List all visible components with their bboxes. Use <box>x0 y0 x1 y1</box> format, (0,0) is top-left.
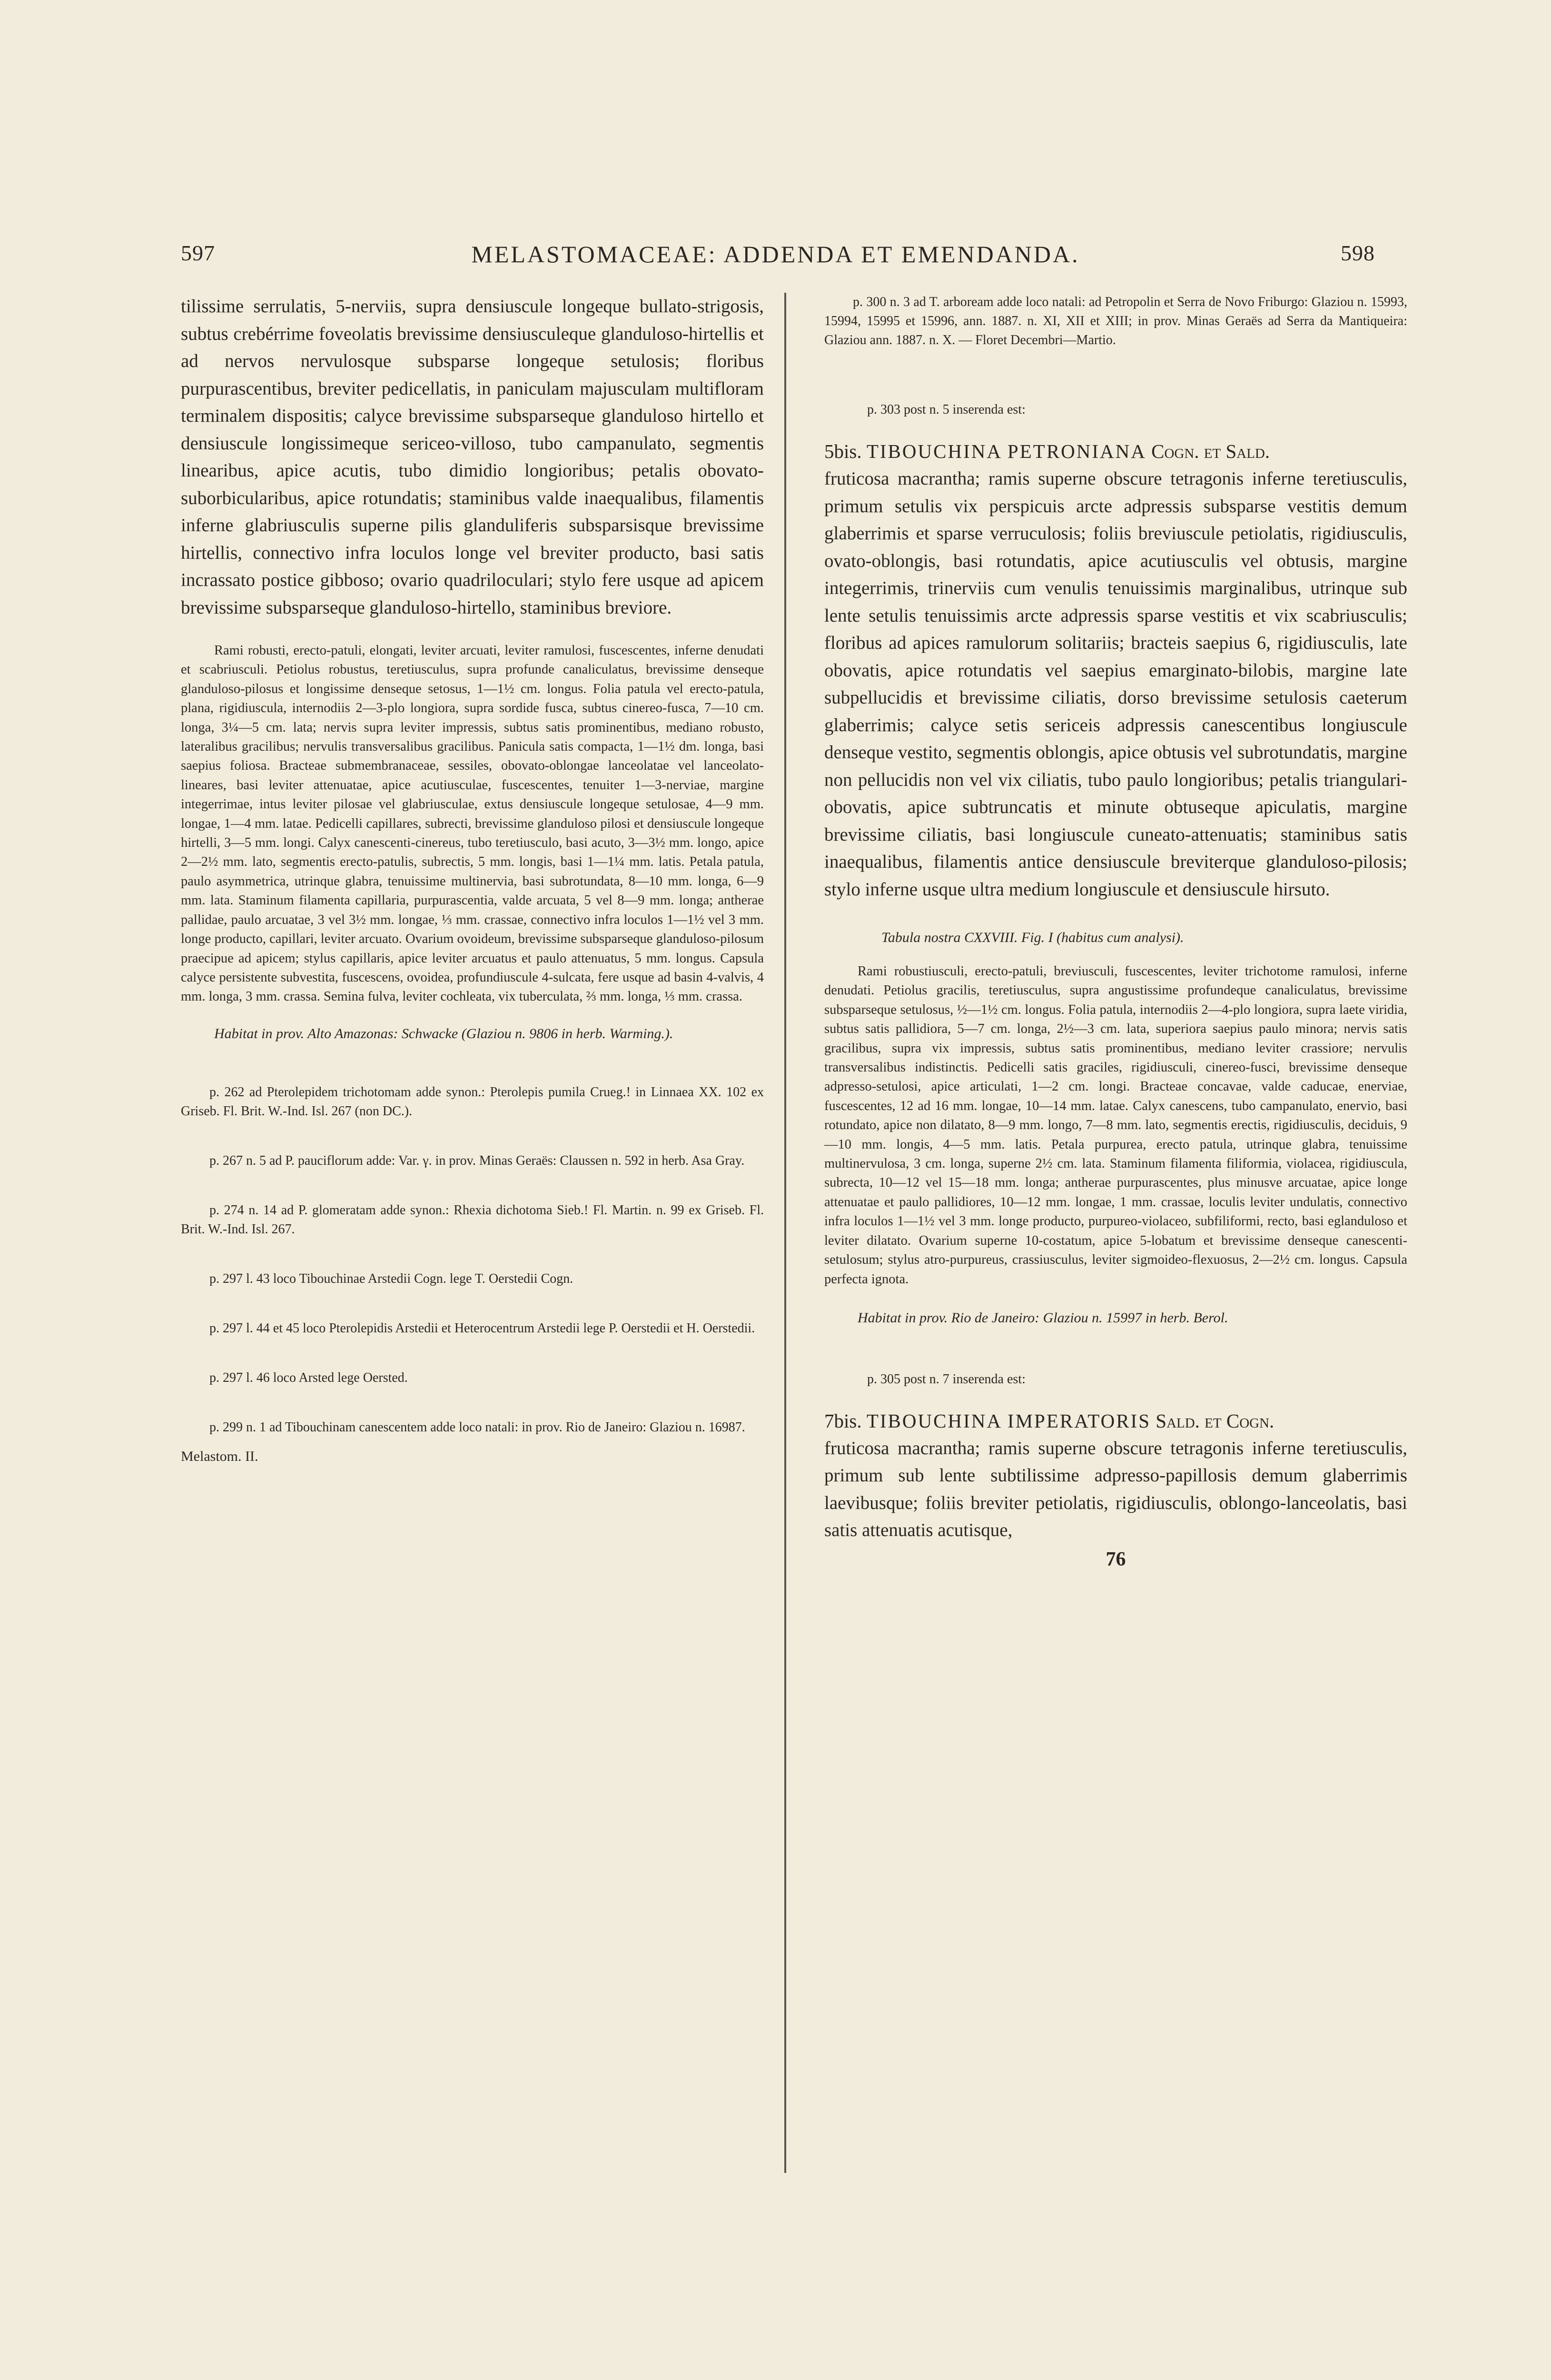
addenda-note: p. 300 n. 3 ad T. arboream adde loco natali: ad Petropolin et Serra de Novo Friburgo: Glaziou n. 15993, 15994, 15995 et 15996, ann. 1887. n. XI, XII et XIII; in prov. Minas Geraës ad Serra da Mantiqueira: Glaziou ann. 1887. n. X. — Floret Decembri—Martio. <box>824 295 1407 347</box>
addenda-note: p. 297 l. 46 loco Arsted lege Oersted. <box>209 1370 408 1385</box>
addenda-note: p. 267 n. 5 ad P. pauciflorum adde: Var. γ. in prov. Minas Geraës: Claussen n. 592 in herb. Asa Gray. <box>209 1153 745 1168</box>
species-number: 5bis. <box>824 440 862 462</box>
running-title: MELASTOMACEAE: ADDENDA ET EMENDANDA. <box>471 241 1080 268</box>
sheet-number: 76 <box>1106 1548 1126 1570</box>
addenda-note: p. 262 ad Pterolepidem trichotomam adde synon.: Pterolepis pumila Crueg.! in Linnaea XX. 102 ex Griseb. Fl. Brit. W.-Ind. Isl. 267 (non DC.). <box>181 1084 764 1119</box>
insertion-note: p. 305 post n. 7 inserenda est: <box>867 1371 1026 1387</box>
species-heading <box>824 437 1407 465</box>
right-column <box>824 293 1407 1571</box>
species-name: TIBOUCHINA IMPERATORIS <box>866 1409 1151 1432</box>
species-authority: Cogn. et Sald. <box>1151 440 1270 462</box>
signature-footer: Melastom. II. <box>181 1448 258 1464</box>
habitat-note: Habitat in prov. Rio de Janeiro: Glaziou n. 15997 in herb. Berol. <box>858 1309 1228 1326</box>
species-description-latin: tilissime serrulatis, 5-nerviis, supra densiuscule longeque bullato-strigosis, subtus crebérrime foveolatis brevissime densiusculeque glanduloso-hirtellis et ad nervos nervulosque subsparse longeque setulosis; floribus purpurascentibus, breviter pedicellatis, in paniculam majusculam multifloram terminalem dispositis; calyce brevissime subsparseque glanduloso hirtello et densiuscule longissimeque sericeo-villoso, tubo campanulato, segmentis linearibus, apice acutis, tubo dimidio longioribus; petalis obovato-suborbicularibus, apice rotundatis; staminibus valde inaequalibus, filamentis inferne glabriusculis superne pilis glanduliferis subsparsisque brevissime hirtellis, connectivo infra loculos longe vel breviter producto, basi satis incrassato postice gibboso; ovario quadriloculari; stylo fere usque ad apicem brevissime subsparseque glanduloso-hirtello, staminibus breviore. <box>181 296 764 618</box>
insertion-note: p. 303 post n. 5 inserenda est: <box>867 402 1026 417</box>
running-header <box>0 240 1551 274</box>
addenda-note: p. 299 n. 1 ad Tibouchinam canescentem adde loco natali: in prov. Rio de Janeiro: Glaziou n. 16987. <box>209 1419 745 1435</box>
species-name: TIBOUCHINA PETRONIANA <box>866 440 1146 462</box>
addenda-note: p. 274 n. 14 ad P. glomeratam adde synon.: Rhexia dichotoma Sieb.! Fl. Martin. n. 99 ex Griseb. Fl. Brit. W.-Ind. Isl. 267. <box>181 1202 764 1237</box>
addenda-note: p. 297 l. 43 loco Tibouchinae Arstedii Cogn. lege T. Oerstedii Cogn. <box>209 1271 573 1286</box>
page-number-right: 598 <box>1341 241 1375 265</box>
figure-reference: Tabula nostra CXXVIII. Fig. I (habitus cum analysi). <box>881 930 1184 945</box>
species-description-latin: fruticosa macrantha; ramis superne obscure tetragonis inferne teretiusculis, primum setulis vix perspicuis arcte adpressis subsparse vestitis demum glaberrimis et sparse verruculosis; foliis breviuscule petiolatis, rigidiusculis, ovato-oblongis, basi rotundatis, apice acutiusculis vel obtusis, margine integerrimis, trinerviis cum venulis tenuissimis marginalibus, utrinque sub lente setulis tenuissimis arcte adpressis sparse vestitis et vix scabriusculis; floribus ad apices ramulorum solitariis; bracteis saepius 6, rigidiusculis, late obovatis, apice rotundatis vel saepius emarginato-bilobis, margine late subpellucidis et brevissime ciliatis, dorso brevissime setulosis caeterum glaberrimis; calyce setis sericeis adpressis canescentibus longiuscule denseque vestito, segmentis oblongis, apice obtusis vel subrotundatis, margine non pellucidis non vel vix ciliatis, tubo paulo longioribus; petalis triangulari-obovatis, apice subtruncatis et minute obtuseque apiculatis, margine brevissime ciliatis, basi longiuscule cuneato-attenuatis; staminibus satis inaequalibus, filamentis antice densiuscule breviterque glanduloso-pilosis; stylo inferne usque ultra medium longiuscule et densiuscule hirsuto. <box>824 468 1407 900</box>
column-divider <box>784 293 786 2173</box>
species-description-detail: Rami robusti, erecto-patuli, elongati, leviter arcuati, leviter ramulosi, fuscescentes, inferne denudati et scabriusculi. Petiolus robustus, teretiusculus, supra profunde canaliculatus, brevissime denseque glanduloso-pilosus et longissime denseque setosus, 1—1½ cm. longus. Folia patula vel erecto-patula, plana, rigidiuscula, internodiis 2—3-plo longiora, supra sordide fusca, subtus cinereo-fusca, 7—10 cm. longa, 3¼—5 cm. lata; nervis supra leviter impressis, subtus satis prominentibus, mediano robusto, lateralibus gracilibus; nervulis transversalibus gracilibus. Panicula satis compacta, 1—1½ dm. longa, basi saepius foliosa. Bracteae submembranaceae, sessiles, obovato-oblongae lanceolatae vel lanceolato-lineares, basi leviter attenuatae, apice acutiusculae, fuscescentes, tenuiter 1—3-nerviae, margine integerrimae, intus leviter pilosae vel glabriusculae, extus densiuscule longeque setulosae, 4—9 mm. longae, 1—4 mm. latae. Pedicelli capillares, subrecti, brevissime glanduloso pilosi et densiuscule longeque hirtelli, 3—5 mm. longi. Calyx canescenti-cinereus, tubo teretiusculo, basi acuto, 3—3½ mm. longo, apice 2—2½ mm. lato, segmentis erecto-patulis, subrectis, 5 mm. longis, basi 1—1¼ mm. latis. Petala patula, paulo asymmetrica, utrinque glabra, tenuissime multinervia, basi subrotundata, 8—10 mm. longa, 6—9 mm. lata. Staminum filamenta capillaria, purpurascentia, valde arcuata, 5 vel 8—9 mm. longa; antherae pallidae, paulo arcuatae, 3 vel 3½ mm. longae, ⅓ mm. crassae, connectivo infra loculos 1—1½ vel 3 mm. longe producto, capillari, leviter arcuato. Ovarium ovoideum, brevissime subsparseque glanduloso-pilosum praecipue ad apicem; stylus capillaris, apice leviter arcuatus et paulo attenuatus, 5 mm. longus. Capsula calyce persistente subvestita, fuscescens, ovoidea, profundiuscule 4-sulcata, fere usque ad basin 4-valvis, 4 mm. longa, 3 mm. crassa. Semina fulva, leviter cochleata, vix tuberculata, ⅔ mm. longa, ⅓ mm. crassa. <box>181 643 764 1004</box>
species-heading <box>824 1407 1407 1435</box>
species-description-latin: fruticosa macrantha; ramis superne obscure tetragonis inferne teretiusculis, primum sub lente subtilissime adpresso-papillosis demum glaberrimis laevibusque; foliis breviter petiolatis, rigidiusculis, oblongo-lanceolatis, basi satis attenuatis acutisque, <box>824 1438 1407 1541</box>
species-authority: Sald. et Cogn. <box>1156 1409 1274 1432</box>
left-column <box>181 293 764 1465</box>
page-number-left: 597 <box>181 241 215 265</box>
species-description-detail: Rami robustiusculi, erecto-patuli, breviusculi, fuscescentes, leviter trichotome ramulosi, inferne denudati. Petiolus gracilis, teretiusculus, supra angustissime profundeque canaliculatus, brevissime subsparseque setulosus, ½—1½ cm. longus. Folia patula, internodiis 2—4-plo longiora, supra laete viridia, subtus satis pallidiora, 5—7 cm. longa, 2½—3 cm. lata, superiora saepius paulo minora; nervis satis gracilibus, supra vix impressis, subtus satis prominentibus, mediano leviter crassiore; nervulis transversalibus indistinctis. Pedicelli satis graciles, rigidiusculi, cinereo-fusci, brevissime denseque adpresso-setulosi, apice articulati, 1—2 cm. longi. Bracteae concavae, valde caducae, enerviae, fuscescentes, 12 ad 16 mm. longae, 10—14 mm. latae. Calyx canescens, tubo campanulato, enervio, basi rotundato, apice non dilatato, 8—9 mm. longo, 7—8 mm. lato, segmentis erectis, rigidiusculis, deciduis, 9—10 mm. longis, 4—5 mm. latis. Petala purpurea, erecto patula, utrinque glabra, tenuissime multinervulosa, 3 cm. longa, superne 2½ cm. lata. Staminum filamenta filiformia, violacea, rigidiuscula, subrecta, 10—12 vel 15—18 mm. longa; antherae purpurascentes, plus minusve arcuatae, apice longe attenuatae et paulo pallidiores, 10—12 mm. longae, 1 mm. crassae, loculis leviter undulatis, connectivo infra loculos 1—1½ vel 3 mm. longe producto, purpureo-violaceo, subfiliformi, recto, basi eglanduloso et leviter dilatato. Ovarium superne 10-costatum, apice 5-lobatum et brevissime denseque canescenti-setulosum; stylus atro-purpureus, crassiusculus, leviter sigmoideo-flexuosus, 2—2½ cm. longus. Capsula perfecta ignota. <box>824 964 1407 1287</box>
habitat-note: Habitat in prov. Alto Amazonas: Schwacke (Glaziou n. 9806 in herb. Warming.). <box>214 1025 673 1041</box>
addenda-note: p. 297 l. 44 et 45 loco Pterolepidis Arstedii et Heterocentrum Arstedii lege P. Oerstedii et H. Oerstedii. <box>209 1320 755 1336</box>
species-number: 7bis. <box>824 1409 862 1432</box>
